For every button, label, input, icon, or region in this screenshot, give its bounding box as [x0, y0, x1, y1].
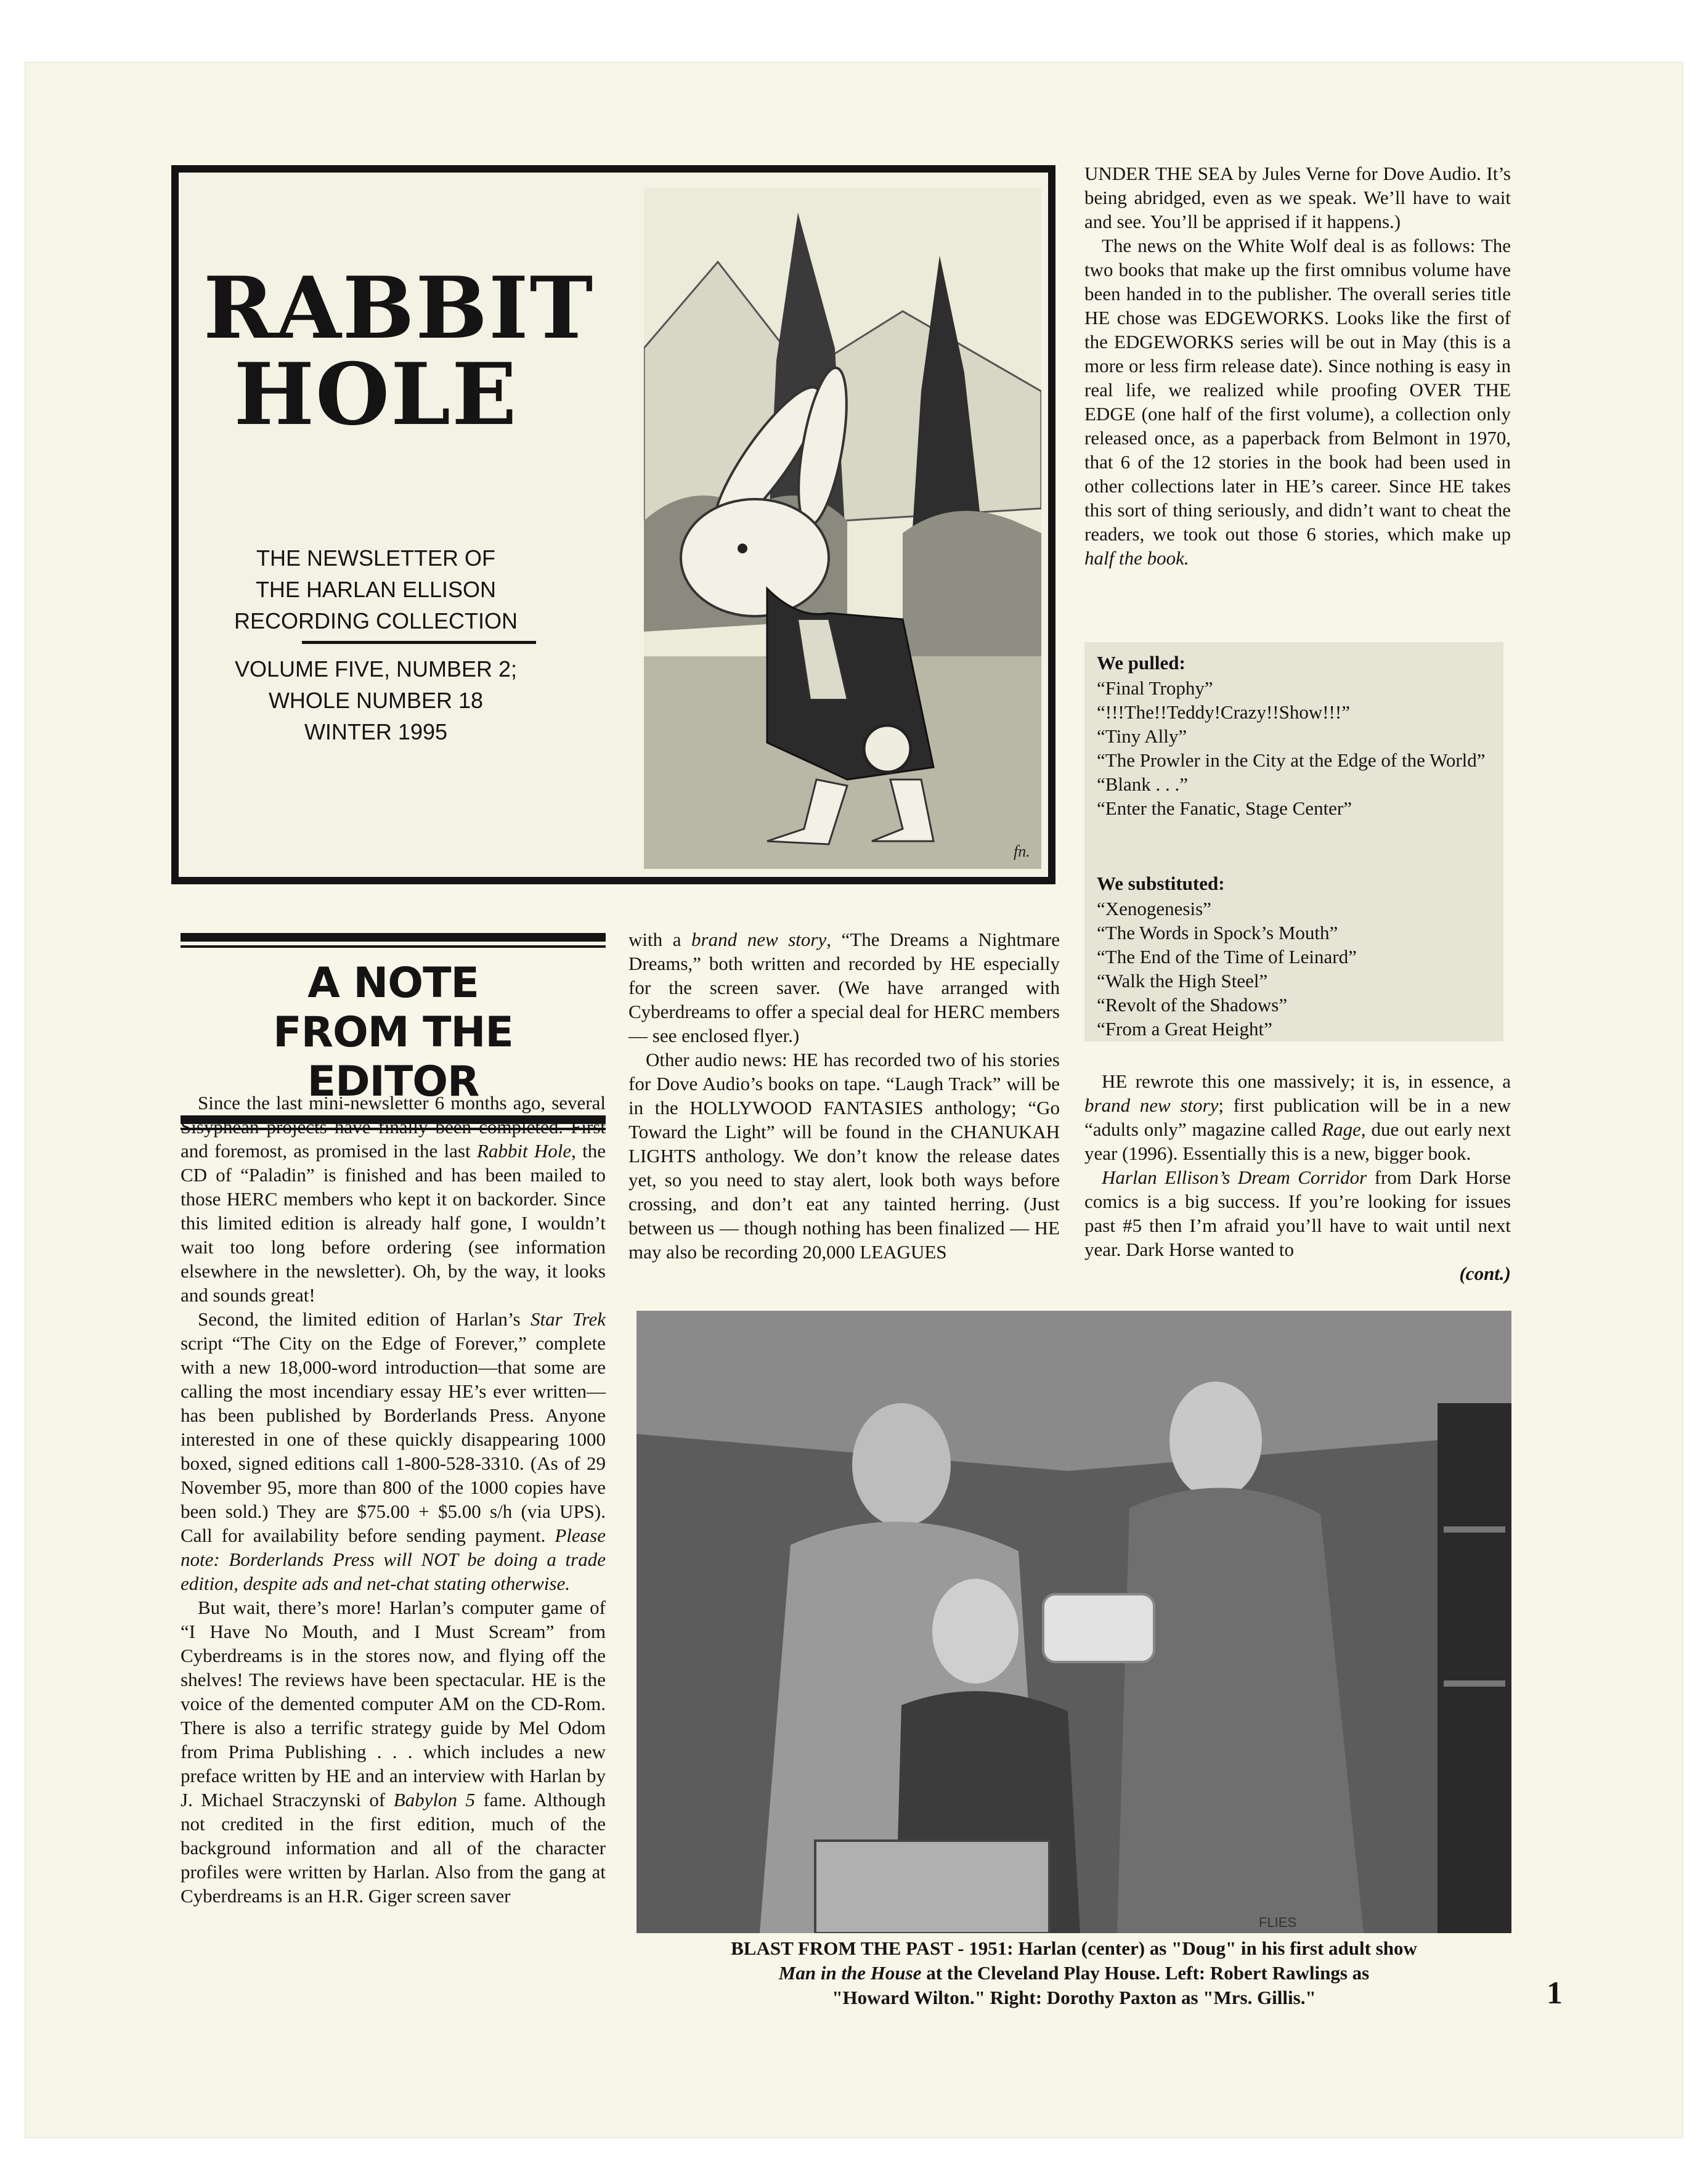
issue-info — [216, 653, 536, 747]
list-item: “!!!The!!Teddy!Crazy!!Show!!!” — [1097, 701, 1350, 723]
list-item: “Xenogenesis” — [1097, 898, 1211, 919]
text-italic: brand new story — [691, 929, 827, 950]
text: But wait, there’s more! Harlan’s computer game of “I Have No Mouth, and I Must Scream” from Cyberdreams is in the stores now, and flying off the shelves! The reviews have been spectacular. HE is the voice of the demented computer AM on the CD-Rom. There is also a terrific strategy guide by Mel Odom from Prima Publishing . . . which includes a new preface written by HE and an interview with Harlan by J. Michael Straczynski of — [181, 1597, 606, 1811]
list-item: “The Prowler in the City at the Edge of the World” — [1097, 749, 1486, 771]
text: , “The Dreams a Nightmare Dreams,” both written and recorded by HE especially for the screen saver. (We have arranged with Cyberdreams to offer a special deal for HERC members — see enclosed flyer.) — [628, 929, 1060, 1046]
text: HE rewrote this one massively; it is, in essence, a — [1102, 1070, 1511, 1092]
newsletter-subtitle — [216, 542, 536, 637]
pulled-heading: We pulled: — [1097, 652, 1185, 674]
text: Second, the limited edition of Harlan’s — [198, 1308, 531, 1330]
caption-line-1: BLAST FROM THE PAST - 1951: Harlan (center) as "Doug" in his first adult show — [731, 1937, 1417, 1959]
text-italic: Babylon 5 — [393, 1789, 475, 1811]
subtitle-line-1: THE NEWSLETTER OF — [256, 545, 496, 571]
text: script “The City on the Edge of Forever,” complete with a new 18,000-word introduction—that some are calling the most incendiary essay HE’s ever written—has been published by Borderlands Press. Anyone interested in one of these quickly disappearing 1000 boxed, signed editions call 1-800-528-3310. (As of 29 November 95, more than 800 of the 1000 copies have been sold.) They are $75.00 + $5.00 s/h (via UPS). Call for availability before sending payment. — [181, 1332, 606, 1546]
heading-line-1: A NOTE — [307, 959, 479, 1008]
heading-rule-top — [181, 933, 606, 942]
caption-show-title: Man in the House — [778, 1962, 922, 1984]
list-item: “Blank . . .” — [1097, 773, 1189, 795]
pulled-stories-box — [1084, 642, 1503, 864]
list-item: “The Words in Spock’s Mouth” — [1097, 922, 1338, 943]
substituted-heading: We substituted: — [1097, 873, 1225, 894]
text-italic: Harlan Ellison’s Dream Corridor — [1102, 1167, 1367, 1188]
paragraph — [181, 1595, 606, 1908]
heading-line-2: FROM THE EDITOR — [273, 1008, 513, 1106]
title-line-1: RABBIT — [203, 258, 595, 358]
white-rabbit-illustration — [644, 188, 1041, 869]
issue-date: WINTER 1995 — [304, 719, 448, 744]
paragraph — [181, 1307, 606, 1595]
paragraph — [1084, 234, 1511, 570]
caption-line-3: "Howard Wilton." Right: Dorothy Paxton as "Mrs. Gillis." — [832, 1987, 1316, 2008]
paragraph — [181, 1091, 606, 1307]
text-italic: brand new story — [1084, 1094, 1219, 1116]
caption-text: at the Cleveland Play House. Left: Robert Rawlings as — [921, 1962, 1370, 1984]
title-line-2: HOLE — [234, 344, 518, 444]
text-italic: Rage — [1322, 1118, 1361, 1140]
volume-line: VOLUME FIVE, NUMBER 2; — [234, 656, 518, 682]
whole-number-line: WHOLE NUMBER 18 — [268, 688, 484, 713]
paragraph: Other audio news: HE has recorded two of his stories for Dove Audio’s books on tape. “Laugh Track” will be in the HOLLYWOOD FANTASIES anthology; “Go Toward the Light” will be found in the CHANUKAH LIGHTS anthology. We don’t know the release dates yet, so you need to stay alert, look both ways before crossing, and don’t eat any tainted herring. (Just between us — though nothing has been finalized — HE may also be recording 20,000 LEAGUES — [628, 1049, 1060, 1263]
paragraph — [1084, 1069, 1511, 1165]
masthead-box — [171, 165, 1055, 884]
text: , the CD of “Paladin” is finished and has been mailed to those HERC members who kept it on backorder. Since this limited edition is already half gone, I wouldn’t wait too long before ordering (see information elsewhere in the newsletter). Oh, by the way, it looks and sounds great! — [181, 1140, 606, 1306]
paragraph: UNDER THE SEA by Jules Verne for Dove Audio. It’s being abridged, even as we speak. We’ll have to wait and see. You’ll be apprised if it happens.) — [1084, 163, 1511, 232]
page-number: 1 — [1547, 1976, 1563, 2011]
artist-signature: fn. — [1014, 842, 1030, 860]
list-item: “The End of the Time of Leinard” — [1097, 946, 1357, 967]
caption-line-2 — [636, 1961, 1511, 1986]
heading-rule-top-thin — [181, 945, 606, 948]
newsletter-title — [203, 258, 595, 444]
substituted-stories-box — [1084, 863, 1503, 1041]
list-item: “Walk the High Steel” — [1097, 970, 1268, 992]
historical-photo — [636, 1311, 1511, 1933]
paragraph — [1084, 1165, 1511, 1261]
text-italic: Rabbit Hole — [476, 1140, 572, 1162]
list-item: “Enter the Fanatic, Stage Center” — [1097, 797, 1352, 819]
continued-marker: (cont.) — [1459, 1263, 1511, 1284]
list-item: “Revolt of the Shadows” — [1097, 994, 1288, 1016]
text-italic: Star Trek — [530, 1308, 606, 1330]
editor-note-title — [181, 959, 606, 1107]
photo-caption — [636, 1936, 1511, 2010]
paragraph — [628, 927, 1060, 1048]
list-item: “From a Great Height” — [1097, 1018, 1272, 1040]
text-italic: half the book. — [1084, 547, 1189, 569]
text: ; first publication will be in a new “adults only” magazine called — [1084, 1094, 1511, 1140]
text: from Dark Horse comics is a big success. If you’re looking for issues past #5 then I’m afraid you’ll have to wait until next year. Dark Horse wanted to — [1084, 1167, 1511, 1260]
box-label: FLIES — [1259, 1915, 1297, 1930]
text: Since the last mini-newsletter 6 months ago, several Sisyphean projects have finally been completed. First and foremost, as promised in the last — [181, 1092, 606, 1162]
list-item: “Final Trophy” — [1097, 677, 1213, 699]
subtitle-line-3: RECORDING COLLECTION — [234, 608, 518, 633]
text: The news on the White Wolf deal is as follows: The two books that make up the first omnibus volume have been handed in to the publisher. The overall series title HE chose was EDGEWORKS. Looks like the first of the EDGEWORKS series will be out in May (this is a more or less firm release date). Since nothing is easy in real life, we realized while proofing OVER THE EDGE (one half of the first volume), a collection only released once, as a paperback from Belmont in 1970, that 6 of the 12 stories in the book had been used in other collections later in HE’s career. Since HE takes this sort of thing seriously, and didn’t want to cheat the readers, we took out those 6 stories, which make up — [1084, 235, 1511, 545]
column-3-continued — [1084, 1069, 1511, 1285]
column-1 — [181, 1091, 606, 1908]
text: fame. Although not credited in the first edition, much of the background information and all of the character profiles were written by Harlan. Also from the gang at Cyberdreams is an H.R. Giger screen saver — [181, 1789, 606, 1907]
list-item: “Tiny Ally” — [1097, 725, 1187, 747]
text: with a — [628, 929, 692, 950]
text-italic: Please note: Borderlands Press will NOT be doing a trade edition, despite ads and net-chat stating otherwise. — [181, 1525, 606, 1594]
column-2 — [628, 927, 1060, 1264]
subtitle-line-2: THE HARLAN ELLISON — [255, 577, 497, 602]
text: , due out early next year (1996). Essentially this is a new, bigger book. — [1084, 1118, 1511, 1164]
column-3 — [1084, 161, 1511, 570]
masthead-rule — [302, 641, 536, 644]
